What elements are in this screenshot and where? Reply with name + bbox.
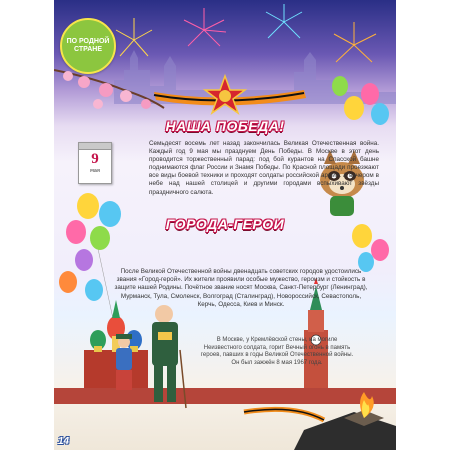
tear-off-calendar (78, 142, 112, 184)
eternal-flame-note: В Москве, у Кремлёвской стены, на могиле Неизвестного солдата, горит Вечный огонь в память героев, павших в годы Великой Отечественной войны. Он был зажжён 8 мая 1967 года. (200, 337, 354, 366)
badge-line-1: ПО РОДНОЙ (66, 38, 110, 45)
calendar-rings (79, 143, 111, 150)
badge-line-2: СТРАНЕ (74, 46, 102, 53)
section2-body: После Великой Отечественной войны двенадцать советских городов удостоились звания «Город-герой». Их жители проявили особые мужество, героизм и стойкость в защите нашей Родины. Почётное звание носят Москва, Санкт-Петербург (Ленинград), Мурманск, Тула, Смоленск, Волгоград (Сталинград), Новороссийск, Севастополь, Керчь, Одесса, Киев и Минск. (114, 268, 368, 308)
kremlin-wall (54, 388, 396, 404)
calendar-day: 9 (91, 151, 99, 167)
section1-title: НАША ПОБЕДА! (165, 118, 285, 134)
book-page (54, 0, 396, 450)
page-number: 14 (58, 436, 70, 447)
fireworks (116, 4, 376, 62)
section2-title: ГОРОДА-ГЕРОИ (165, 216, 285, 232)
section-badge (60, 18, 116, 74)
section1-body: Семьдесят восемь лет назад закончилась Великая Отечественная война. Каждый год 9 мая мы празднуем День Победы. В Москве в этот день проводится торжественный парад: под бой курантов на Спасской башне поднимаются флаг России и Знамя Победы. По Красной площади проезжают все виды боевой техники и проходят солдаты российской армии. А вечером в небе над нашей столицей и другими городами вспыхивают звёзды праздничного салюта. (149, 140, 379, 196)
calendar-month: мая (90, 168, 100, 174)
